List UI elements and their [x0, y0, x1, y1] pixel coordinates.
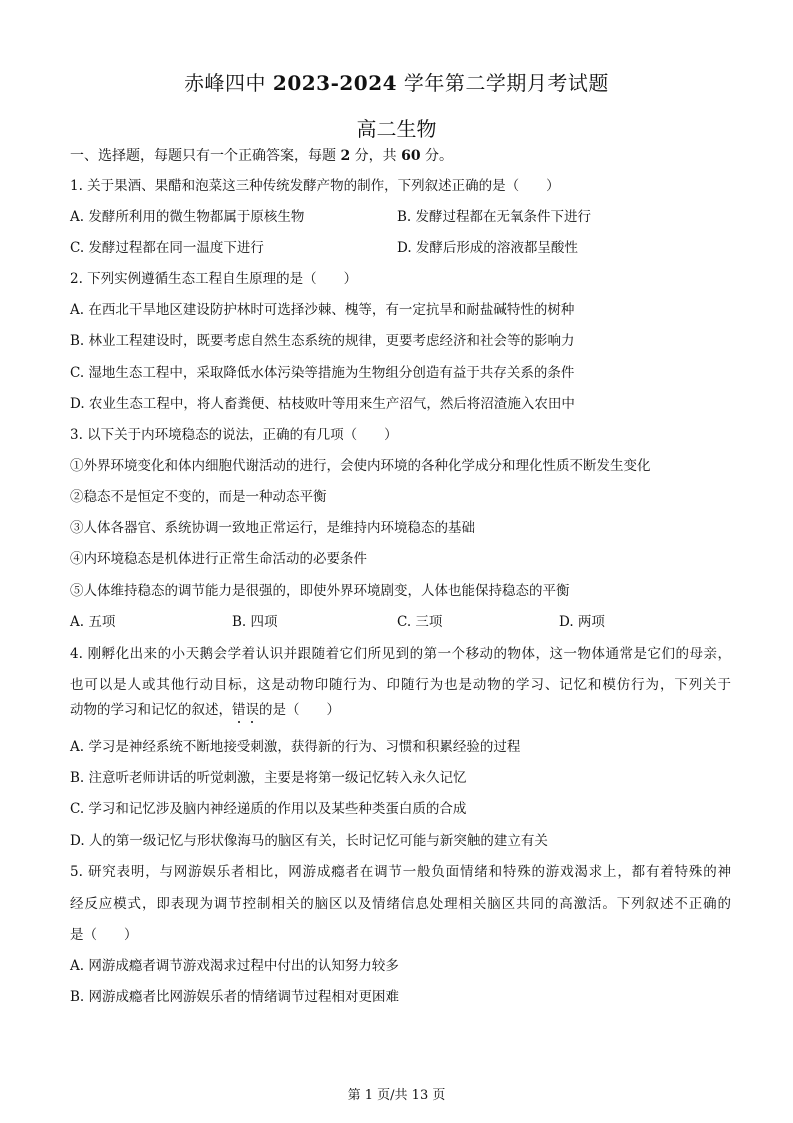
question-2-option-a: A. 在西北干旱地区建设防护林时可选择沙棘、槐等，有一定抗旱和耐盐碱特性的树种	[70, 302, 575, 318]
question-3-statement-5: ⑤人体维持稳态的调节能力是很强的，即使外界环境剧变，人体也能保持稳态的平衡	[70, 583, 570, 599]
question-3-stem: 3. 以下关于内环境稳态的说法，正确的有几项（ ）	[70, 427, 398, 443]
question-2-option-d: D. 农业生态工程中，将人畜粪便、枯枝败叶等用来生产沼气，然后将沼渣施入农田中	[70, 396, 575, 412]
question-2-option-b: B. 林业工程建设时，既要考虑自然生态系统的规律，更要考虑经济和社会等的影响力	[70, 333, 575, 349]
question-1-option-b: B. 发酵过程都在无氧条件下进行	[397, 209, 592, 225]
question-2-stem: 2. 下列实例遵循生态工程自生原理的是（ ）	[70, 271, 358, 287]
page-subtitle: 高二生物	[356, 117, 437, 141]
question-3-statement-4: ④内环境稳态是机体进行正常生命活动的必要条件	[70, 551, 367, 567]
page-title	[0, 67, 793, 96]
question-5-stem-line-1: 5. 研究表明，与网游娱乐者相比，网游成瘾者在调节一般负面情绪和特殊的游戏渴求上，都有着特殊的神	[70, 864, 731, 880]
question-1-option-d: D. 发酵后形成的溶液都呈酸性	[397, 240, 578, 256]
emphasis-char: 误	[245, 702, 259, 718]
question-5-stem-line-3: 是（ ）	[70, 927, 138, 943]
question-3-option-a: A. 五项	[70, 614, 116, 630]
question-1-option-a: A. 发酵所利用的微生物都属于原核生物	[70, 209, 305, 225]
question-4-option-d: D. 人的第一级记忆与形状像海马的脑区有关，长时记忆可能与新突触的建立有关	[70, 833, 548, 849]
question-5-option-b: B. 网游成瘾者比网游娱乐者的情绪调节过程相对更困难	[70, 989, 400, 1005]
question-1-option-c: C. 发酵过程都在同一温度下进行	[70, 240, 264, 256]
question-1-stem: 1. 关于果酒、果醋和泡菜这三种传统发酵产物的制作，下列叙述正确的是（ ）	[70, 178, 560, 194]
question-3-statement-3: ③人体各器官、系统协调一致地正常运行，是维持内环境稳态的基础	[70, 520, 475, 536]
question-4-option-c: C. 学习和记忆涉及脑内神经递质的作用以及某些种类蛋白质的合成	[70, 801, 467, 817]
question-4-stem-line-2: 也可以是人或其他行动目标，这是动物印随行为、印随行为也是动物的学习、记忆和模仿行为，下列关于	[70, 677, 731, 693]
question-3-statement-1: ①外界环境变化和体内细胞代谢活动的进行，会使内环境的各种化学成分和理化性质不断发生变化	[70, 458, 651, 474]
title-years: 2023-2024	[272, 71, 398, 95]
emphasis-char: 错	[232, 702, 246, 718]
question-3-option-c: C. 三项	[397, 614, 443, 630]
question-3-option-b: B. 四项	[232, 614, 278, 630]
page-footer: 第 1 页/共 13 页	[347, 1088, 446, 1103]
section-heading: 一、选择题，每题只有一个正确答案，每题 2 分，共 60 分。	[70, 148, 454, 164]
question-4-stem-line-1: 4. 刚孵化出来的小天鹅会学着认识并跟随着它们所见到的第一个移动的物体，这一物体通常是它们的母亲，	[70, 646, 731, 662]
title-school: 赤峰四中	[184, 71, 273, 95]
question-3-statement-2: ②稳态不是恒定不变的，而是一种动态平衡	[70, 489, 327, 505]
question-4-stem-line-3: 动物的学习和记忆的叙述，错误的是（ ）	[70, 702, 340, 718]
question-2-option-c: C. 湿地生态工程中，采取降低水体污染等措施为生物组分创造有益于共存关系的条件	[70, 365, 575, 381]
question-4-option-b: B. 注意听老师讲话的听觉刺激，主要是将第一级记忆转入永久记忆	[70, 770, 467, 786]
title-suffix: 学年第二学期月考试题	[397, 71, 609, 95]
question-3-option-d: D. 两项	[559, 614, 605, 630]
question-5-option-a: A. 网游成瘾者调节游戏渴求过程中付出的认知努力较多	[70, 958, 399, 974]
question-5-stem-line-2: 经反应模式，即表现为调节控制相关的脑区以及情绪信息处理相关脑区共同的高激活。下列叙述不正确的	[70, 896, 731, 912]
question-4-option-a: A. 学习是神经系统不断地接受刺激，获得新的行为、习惯和积累经验的过程	[70, 739, 521, 755]
